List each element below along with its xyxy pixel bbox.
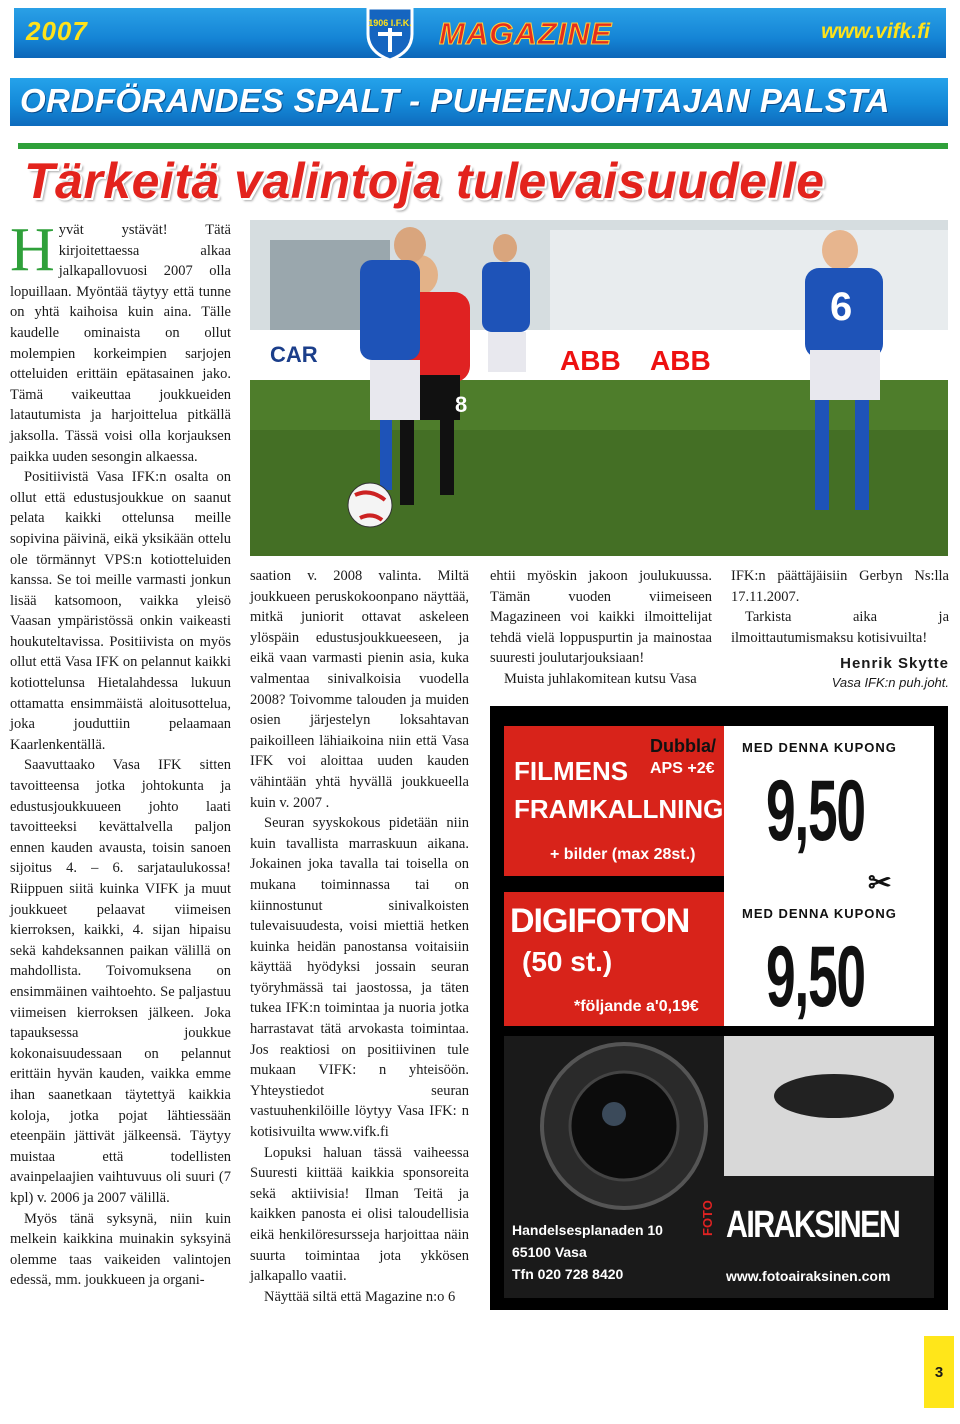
ad-postcode: 65100 Vasa: [512, 1244, 587, 1260]
scissors-icon: ✂: [868, 867, 892, 898]
page-number-box: [924, 1336, 954, 1408]
section-bar: [10, 78, 948, 126]
ad-foto: FOTO: [700, 1200, 715, 1236]
section-title: ORDFÖRANDES SPALT - PUHEENJOHTAJAN PALSTA: [20, 82, 890, 119]
paragraph: Tarkista aika ja ilmoittautumismaksu kotisivuilta!: [731, 609, 949, 646]
ad-50st: (50 st.): [522, 946, 613, 977]
coupon-price: 9,50: [766, 763, 865, 859]
board-car: CAR: [270, 342, 318, 367]
paragraph: saation v. 2008 valinta. Miltä joukkueen peruskokoonpano näyttää, mitkä juniorit ottavat askeleen ylöspäin edustusjoukkueeseen, ja eikä vaan varmasti pienin asia, kuka valmentaa sinivalkoisia vuodella 2008? Toivomme talouden ja muiden osien järjestelyn loksahtavan paikoilleen lähiaikoina niin että Vasa IFK voi aloittaa uuden kauden vähintään yhtä hyvällä joukkueella kuin v. 2007 .: [250, 568, 469, 811]
ad-digifoton: DIGIFOTON: [510, 902, 690, 940]
coupon-price: 9,50: [766, 929, 865, 1025]
paragraph: yvät ystävät! Tätä kirjoitettaessa alkaa jalkapallovuosi 2007 olla lopuillaan. Myöntää täytyy että tunne on yhtä kaihoisa kuin aina. Tälle kaudelle ominaista on ollut molempien korkeimpien sarjojen otteluiden erittäin epätasainen jako. Tämä vaikeuttaa joukkueiden latautumista ja harjoittelua pitkällä jaksolla. Tässä voisi olla korjauksen paikka uuden sesongin alkaessa.: [10, 222, 231, 465]
film-offer-panel: [504, 726, 724, 876]
paragraph: Lopuksi haluan tässä vaiheessa Suuresti kiittää kaikkia sponsoreita sekä aktiivisia! Ilman Teitä ja kaikken panosta ei olisi taloudellisia eikä henkilöresursseja harjoittaa näin suurta toimintaa jota ykkösen jalkapallo vaatii.: [250, 1144, 469, 1285]
article-column-2: [250, 566, 469, 1307]
paragraph: IFK:n päättäjäisiin Gerbyn Ns:lla 17.11.2007.: [731, 568, 949, 605]
coupon-panel: [724, 726, 934, 1026]
camera-photo-panel: [504, 1036, 934, 1298]
ad-bilder: + bilder (max 28st.): [550, 846, 696, 863]
paragraph: Saavuttaako Vasa IFK sitten tavoitteensa jotka johtokunta ja edustusjoukkuueen johto laati tavoitteeksi kevättalvella paljon ennen kauden avausta, toisin sanoen sijoitus 4. – 6. sarjataulukossa! Riippuen siitä kuinka VIFK ja muut joukkueet pelaavat viimeisen kierroksen, kaikki, 4. sijan hipaisu sekä kahdeksannen paikan välillä on mahdollista. Toivomuksena on ensimmäinen vaihtoehto. Se paljastuu viimeisen kierroksen jälkeen. Joka tapauksessa joukkue kokonaisuudessaan on pelannut erittäin hyvän kauden, vaikka emme ihan saanetkaan täytettyä kaikkia koloja, jotka pojat lähtiessään eteenpäin jättivät jälkeensä. Täytyy muistaa että todellisten avainpelaajien vaihtuvuus oli suuri (7 kpl) v. 2006 ja 2007 välillä.: [10, 757, 231, 1206]
board-abb: ABB: [650, 345, 711, 376]
drop-cap: H: [10, 216, 55, 284]
ad-address: Handelsesplanaden 10: [512, 1222, 663, 1238]
photo-shop-advertisement: [490, 706, 948, 1310]
logo-text: 1906 I.F.K.: [368, 18, 412, 28]
top-banner: [14, 8, 946, 58]
club-shield-logo: [364, 4, 416, 62]
page-number: 3: [934, 1364, 944, 1381]
divider: [18, 143, 948, 149]
shorts-number: 8: [455, 392, 468, 417]
ad-aps: APS +2€: [650, 760, 715, 777]
signature-title: Vasa IFK:n puh.joht.: [831, 674, 949, 690]
paragraph: Myös tänä syksynä, niin kuin melkein kaikkina muinakin syksyinä olemme taas vaikeiden valintojen edessä, mm. joukkueen ja organi-: [10, 1210, 231, 1289]
ad-phone: Tfn 020 728 8420: [512, 1266, 624, 1282]
paragraph: Muista juhlakomitean kutsu Vasa: [504, 670, 697, 687]
ad-website: www.fotoairaksinen.com: [726, 1268, 891, 1284]
ad-foljande: *följande a'0,19€: [574, 998, 699, 1015]
ad-filmens: FILMENS: [514, 756, 629, 786]
ad-dubbla: Dubbla/: [650, 736, 716, 756]
issue-year: 2007: [26, 16, 88, 46]
ad-brand: AIRAKSINEN: [726, 1204, 900, 1246]
article-headline: Tärkeitä valintoja tulevaisuudelle: [24, 153, 825, 209]
paragraph: Positiivistä Vasa IFK:n osalta on ollut että edustusjoukkue on saanut pelata kaikki ottelunsa meille sopivina päivinä, eikä yksikään ottelu ole törmännyt VPS:n kotiotteluiden kanssa. Se toi meille varmasti jonkun lisää katsomoon, vaikka yleisö Vaasan ympäristössä onkin vaikeasti houkuteltavissa. Positiivista on myös ollut että Vasa IFK on pelannut kaikki kotiottelunsa Hietalahdessa lukuun ottamatta ensimmäistä aloitusottelua, joka jouduttiin pelaamaan Kaarlenkentällä.: [10, 469, 231, 753]
paragraph: Näyttää siltä että Magazine n:o 6: [264, 1288, 456, 1305]
coupon-label: MED DENNA KUPONG: [742, 740, 897, 755]
paragraph: Seuran syyskokous pidetään niin kuin tavallista marraskuun aikana. Jokainen joka tavalla tai toisella on mukana toiminnassa tai on kiinnostunut sinivalkoisten tulevaisuudesta, voisi miettiä hetken kuinka heidän panostansa voitaisiin käyttää hyödyksi jossain seuran työryhmässä tai jaostossa, ja täten tukea IFK:n toimintaa ja nuoria jotka harrastavat tätä arvokasta toimintaa. Jos reaktiosi on positiivinen tule mukaan VIFK: n yhteisöön. Yhteystiedot seuran vastuuhenkilöille löytyy Vasa IFK: n kotisivuilta www.vifk.fi: [250, 815, 469, 1141]
shirt-number: 6: [830, 285, 853, 329]
website-link[interactable]: www.vifk.fi: [821, 20, 930, 43]
paragraph: ehtii myöskin jakoon joulukuussa. Tämän vuoden viimeiseen Magazineen voi kaikki ilmoittelijat tehdä vielä loppuspurtin ja mainostaa suuresti joulutarjouksiaan!: [490, 568, 712, 667]
article-column-1: [10, 216, 231, 1291]
article-column-3: [490, 566, 712, 690]
coupon-label: MED DENNA KUPONG: [742, 906, 897, 921]
signature-name: Henrik Skytte: [840, 655, 949, 673]
football-match-photo: [250, 220, 948, 556]
article-column-4: [731, 566, 949, 691]
magazine-title: MAGAZINE: [439, 16, 613, 51]
board-abb: ABB: [560, 345, 621, 376]
ad-framkallning: FRAMKALLNING: [514, 794, 724, 824]
digifoton-offer-panel: [504, 892, 724, 1026]
